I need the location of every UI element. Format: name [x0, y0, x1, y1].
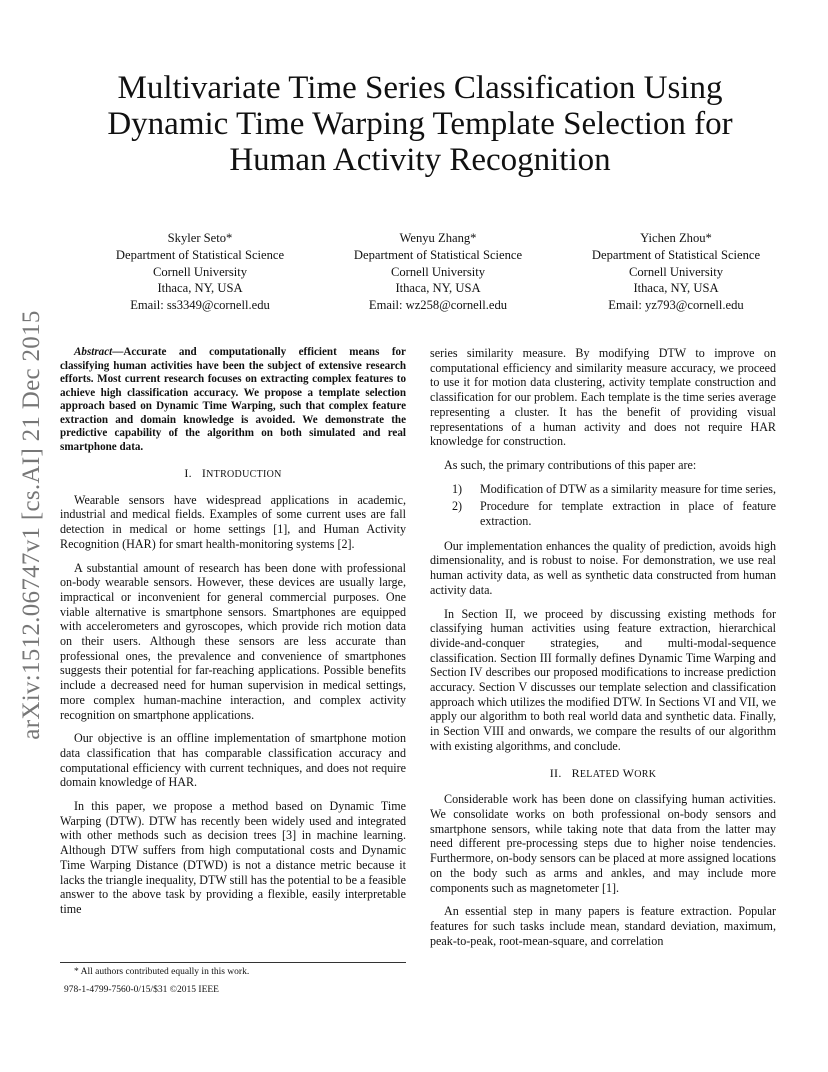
abstract-label: Abstract — [74, 346, 113, 358]
footnote-equal-contribution: * All authors contributed equally in this work. — [74, 967, 250, 977]
abstract — [60, 346, 406, 454]
paragraph: Wearable sensors have widespread applications in academic, industrial and medical fields. Examples of some current uses are fall detection in medical or home settings [1], and Human Activity Recognition (HAR) for smart health-monitoring systems [2]. — [60, 492, 406, 551]
paragraph: In this paper, we propose a method based on Dynamic Time Warping (DTW). DTW has recently been widely used and integrated with other methods such as decision trees [3] in machine learning. Although DTW suffers from high computational costs and Dynamic Time Warping Distance (DTWD) is not a distance metric because it lacks the triangle inequality, DTW still has the potential to be a feasible answer to the above task by providing a flexible, easily interpretable time — [60, 799, 406, 916]
author-department: Department of Statistical Science — [591, 247, 761, 262]
title-line-2: Dynamic Time Warping Template Selection for — [107, 106, 733, 142]
author-city: Ithaca, NY, USA — [633, 281, 719, 296]
author-university: Cornell University — [628, 264, 724, 279]
author-block — [88, 230, 788, 314]
arxiv-identifier: arXiv:1512.06747v1 [cs.AI] 21 Dec 2015 — [18, 310, 45, 740]
paragraph: series similarity measure. By modifying DTW to improve on computational efficiency and similarity measure accuracy, we proceed to use it for motion data clustering, activity template construction and classification for our problem. Each template is the time series average representing a cluster. It has the benefit of providing visual representations of a human activity and does not require HAR knowledge for construction. — [430, 346, 776, 449]
footnote-divider — [60, 962, 406, 963]
list-item: 1) Modification of DTW as a similarity measure for time series, — [452, 481, 776, 496]
author-name: Skyler Seto* — [167, 231, 233, 245]
paragraph: An essential step in many papers is feature extraction. Popular features for such tasks include mean, standard deviation, maximum, peak-to-peak, root-mean-square, and correlation — [430, 904, 776, 948]
author-email: Email: ss3349@cornell.edu — [130, 298, 270, 313]
copyright-notice: 978-1-4799-7560-0/15/$31 ©2015 IEEE — [64, 985, 219, 995]
section-heading-introduction: I. INTRODUCTION — [184, 466, 282, 480]
author-3 — [564, 230, 788, 314]
section-heading-related-work: II. RELATED WORK — [549, 765, 657, 780]
author-name: Yichen Zhou* — [640, 231, 712, 245]
author-2 — [326, 230, 550, 314]
paragraph: In Section II, we proceed by discussing existing methods for classifying human activities using feature extraction, hierarchical divide-and-conquer strategies, and multi-modal-sequence classification. Section III formally defines Dynamic Time Warping and Section IV describes our proposed modifications to increase prediction accuracy. Section V discusses our template selection and classification approach which utilizes the modified DTW. In Sections VI and VII, we apply our algorithm to both real world data and synthetic data. Finally, in Section VIII and onwards, we compare the results of our algorithm with existing algorithms, and conclude. — [430, 606, 776, 753]
author-email: Email: yz793@cornell.edu — [608, 298, 744, 313]
list-item: 2) Procedure for template extraction in place of feature extraction. — [452, 499, 776, 529]
contributions-intro: As such, the primary contributions of this paper are: — [444, 457, 697, 472]
contributions-list — [430, 482, 776, 529]
right-column — [430, 346, 776, 957]
author-university: Cornell University — [152, 264, 248, 279]
abstract-text: —Accurate and computationally efficient means for classifying human activities have been the subject of extensive research efforts. Most current research focuses on extracting complex features to achieve high classification accuracy. We propose a template selection approach based on Dynamic Time Warping, such that complex feature extraction and domain knowledge is avoided. We demonstrate the predictive capability of the algorithm on both simulated and real smartphone data. — [60, 346, 406, 453]
arxiv-sidebar — [10, 290, 54, 760]
paragraph: A substantial amount of research has been done with professional on-body wearable sensors. However, these devices are usually large, impractical or inconvenient for general commercial purposes. One viable alternative is smartphone sensors. Smartphones are equipped with accelerometers and gyroscopes, which provide rich motion data on their users. Although these sensors are less accurate than professional ones, the prevalence and convenience of smartphones suggests their potential for far-reaching applications. Possible benefits include a decreased need for human supervision in medical settings, more complex human-machine interaction, and complex activity recognition on smartphone applications. — [60, 560, 406, 722]
paragraph: Considerable work has been done on classifying human activities. We consolidate works on both professional on-body sensors and smartphone sensors, while taking note that data from the latter may need different pre-processing steps due to higher noise tendencies. Furthermore, on-body sensors can be placed at more assigned locations on the body such as arms and ankles, and may include more components such as magnetometer [1]. — [430, 792, 776, 895]
title-line-3: Human Activity Recognition — [229, 142, 611, 178]
author-1 — [88, 230, 312, 314]
footnotes — [60, 966, 406, 1002]
author-email: Email: wz258@cornell.edu — [368, 298, 508, 313]
paragraph: Our implementation enhances the quality of prediction, avoids high dimensionality, and is robust to noise. For demonstration, we use real human activity data, as well as synthetic data constructed from human activity data. — [430, 538, 776, 597]
author-name: Wenyu Zhang* — [399, 231, 477, 245]
paper-title — [60, 70, 780, 178]
title-line-1: Multivariate Time Series Classification Using — [117, 70, 723, 106]
left-column — [60, 346, 406, 926]
author-city: Ithaca, NY, USA — [157, 281, 243, 296]
author-department: Department of Statistical Science — [115, 247, 285, 262]
author-department: Department of Statistical Science — [353, 247, 523, 262]
paragraph: Our objective is an offline implementation of smartphone motion data classification that has comparable classification accuracy and computational efficiency with current techniques, and does not require domain knowledge of HAR. — [60, 731, 406, 790]
author-city: Ithaca, NY, USA — [395, 281, 481, 296]
author-university: Cornell University — [390, 264, 486, 279]
